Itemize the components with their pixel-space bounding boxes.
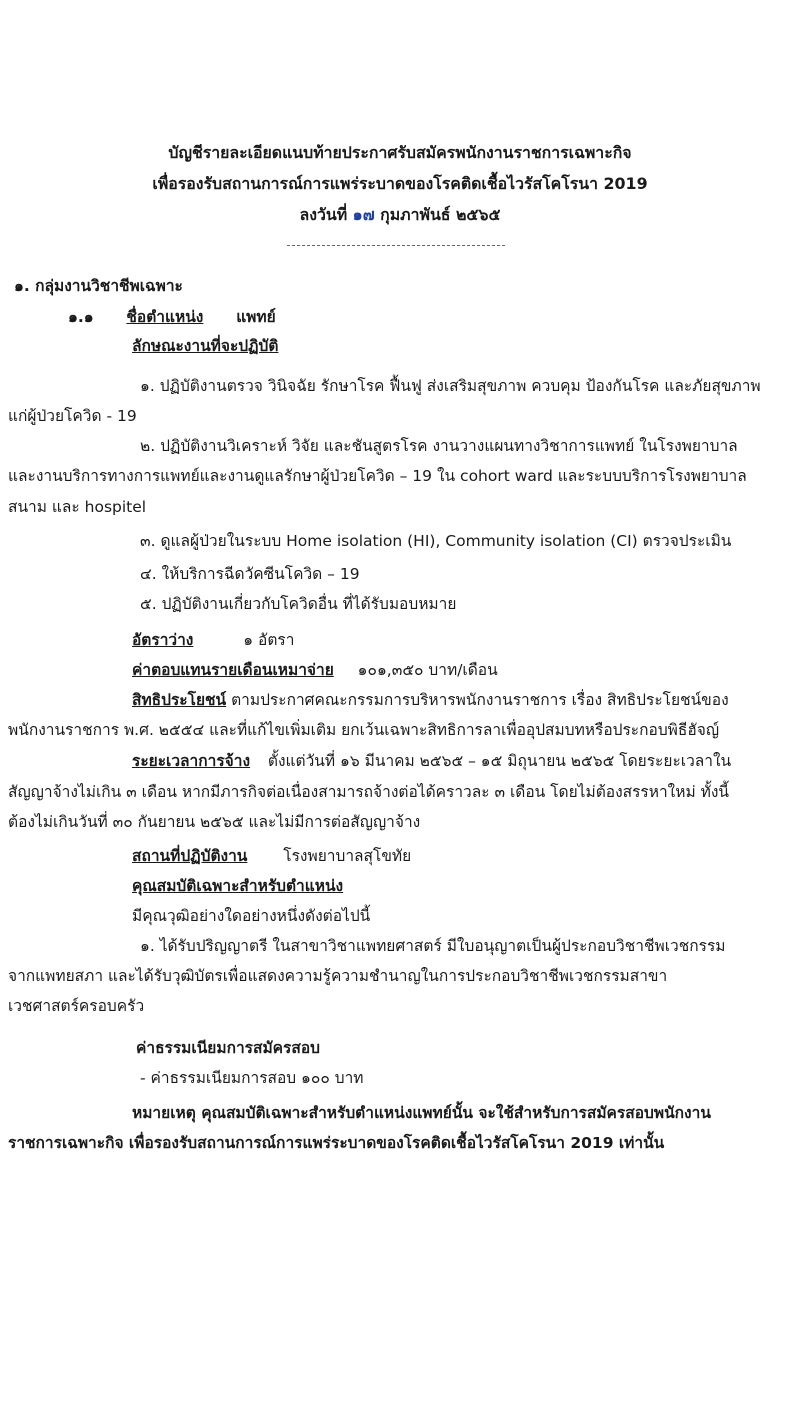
duty-4: ๔. ให้บริการฉีดวัคซีนโควิด – 19 — [140, 565, 360, 583]
date-prefix: ลงวันที่ — [299, 205, 348, 224]
duties-heading: ลักษณะงานที่จะปฏิบัติ — [132, 337, 279, 355]
vacancy-value: ๑ อัตรา — [243, 631, 295, 649]
section-heading: ๑. กลุ่มงานวิชาชีพเฉพาะ — [14, 277, 183, 295]
doc-title-line-1: บัญชีรายละเอียดแนบท้ายประกาศรับสมัครพนักงานราชการเฉพาะกิจ — [168, 143, 632, 162]
duty-3: ๓. ดูแลผู้ป่วยในระบบ Home isolation (HI), Community isolation (CI) ตรวจประเมิน — [140, 532, 732, 550]
qualification-1-line-a: ๑. ได้รับปริญญาตรี ในสาขาวิชาแพทยศาสตร์ มีใบอนุญาตเป็นผู้ประกอบวิชาชีพเวชกรรม — [140, 937, 726, 955]
duty-2-line-c: สนาม และ hospitel — [8, 498, 147, 516]
fee-heading: ค่าธรรมเนียมการสมัครสอบ — [136, 1039, 320, 1057]
benefits-label: สิทธิประโยชน์ — [132, 691, 227, 709]
vacancy-label: อัตราว่าง — [132, 631, 194, 649]
position-label: ชื่อตำแหน่ง — [126, 308, 204, 326]
workplace-label: สถานที่ปฏิบัติงาน — [132, 847, 248, 865]
position-number: ๑.๑ — [68, 308, 94, 326]
position-row — [68, 307, 276, 327]
period-label: ระยะเวลาการจ้าง — [132, 752, 251, 770]
workplace-value: โรงพยาบาลสุโขทัย — [283, 847, 412, 865]
note-line-a: หมายเหตุ คุณสมบัติเฉพาะสำหรับตำแหน่งแพทย์นั้น จะใช้สำหรับการสมัครสอบพนักงาน — [132, 1104, 711, 1122]
duty-5: ๕. ปฏิบัติงานเกี่ยวกับโควิดอื่น ที่ได้รับมอบหมาย — [140, 595, 457, 613]
qualification-heading: คุณสมบัติเฉพาะสำหรับตำแหน่ง — [132, 877, 344, 895]
date-rest: กุมภาพันธ์ ๒๕๖๕ — [380, 205, 501, 224]
salary-label: ค่าตอบแทนรายเดือนเหมาจ่าย — [132, 661, 334, 679]
benefits-text-a: ตามประกาศคณะกรรมการบริหารพนักงานราชการ เรื่อง สิทธิประโยชน์ของ — [231, 691, 729, 709]
salary-row — [132, 660, 498, 680]
duty-2-line-b: และงานบริการทางการแพทย์และงานดูแลรักษาผู้ป่วยโควิด – 19 ใน cohort ward และระบบบริการโรงพยาบาล — [8, 467, 747, 485]
period-text-c: ต้องไม่เกินวันที่ ๓๐ กันยายน ๒๕๖๕ และไม่มีการต่อสัญญาจ้าง — [8, 813, 421, 831]
benefits-row — [132, 690, 729, 710]
doc-date-line — [4, 205, 796, 225]
period-row — [132, 751, 731, 771]
doc-title-line-2: เพื่อรองรับสถานการณ์การแพร่ระบาดของโรคติดเชื้อไวรัสโคโรนา 2019 — [152, 174, 648, 193]
duty-1-line-b: แก่ผู้ป่วยโควิด - 19 — [8, 407, 137, 425]
workplace-row — [132, 846, 411, 866]
qualification-intro: มีคุณวุฒิอย่างใดอย่างหนึ่งดังต่อไปนี้ — [132, 907, 371, 925]
title-divider — [287, 245, 505, 246]
period-text-a: ตั้งแต่วันที่ ๑๖ มีนาคม ๒๕๖๕ – ๑๕ มิถุนายน ๒๕๖๕ โดยระยะเวลาใน — [267, 752, 732, 770]
fee-value: - ค่าธรรมเนียมการสอบ ๑๐๐ บาท — [140, 1069, 364, 1087]
qualification-1-line-c: เวชศาสตร์ครอบครัว — [8, 997, 145, 1015]
qualification-1-line-b: จากแพทยสภา และได้รับวุฒิบัตรเพื่อแสดงความรู้ความชำนาญในการประกอบวิชาชีพเวชกรรมสาขา — [8, 967, 668, 985]
duty-1-line-a: ๑. ปฏิบัติงานตรวจ วินิจฉัย รักษาโรค ฟื้นฟู ส่งเสริมสุขภาพ ควบคุม ป้องกันโรค และภัยสุขภาพ — [140, 377, 761, 395]
benefits-text-b: พนักงานราชการ พ.ศ. ๒๕๕๔ และที่แก้ไขเพิ่มเติม ยกเว้นเฉพาะสิทธิการลาเพื่ออุปสมบทหรือประกอบพิธีฮัจญ์ — [8, 721, 720, 739]
vacancy-row — [132, 630, 294, 650]
position-value: แพทย์ — [236, 308, 276, 326]
duty-2-line-a: ๒. ปฏิบัติงานวิเคราะห์ วิจัย และชันสูตรโรค งานวางแผนทางวิชาการแพทย์ ในโรงพยาบาล — [140, 437, 738, 455]
date-day: ๑๗ — [352, 205, 375, 224]
note-line-b: ราชการเฉพาะกิจ เพื่อรองรับสถานการณ์การแพร่ระบาดของโรคติดเชื้อไวรัสโคโรนา 2019 เท่านั้น — [8, 1134, 665, 1152]
period-text-b: สัญญาจ้างไม่เกิน ๓ เดือน หากมีภารกิจต่อเนื่องสามารถจ้างต่อได้คราวละ ๓ เดือน โดยไม่ต้องสรรหาใหม่ ทั้งนี้ — [8, 783, 729, 801]
salary-value: ๑๐๑,๓๕๐ บาท/เดือน — [357, 661, 498, 679]
